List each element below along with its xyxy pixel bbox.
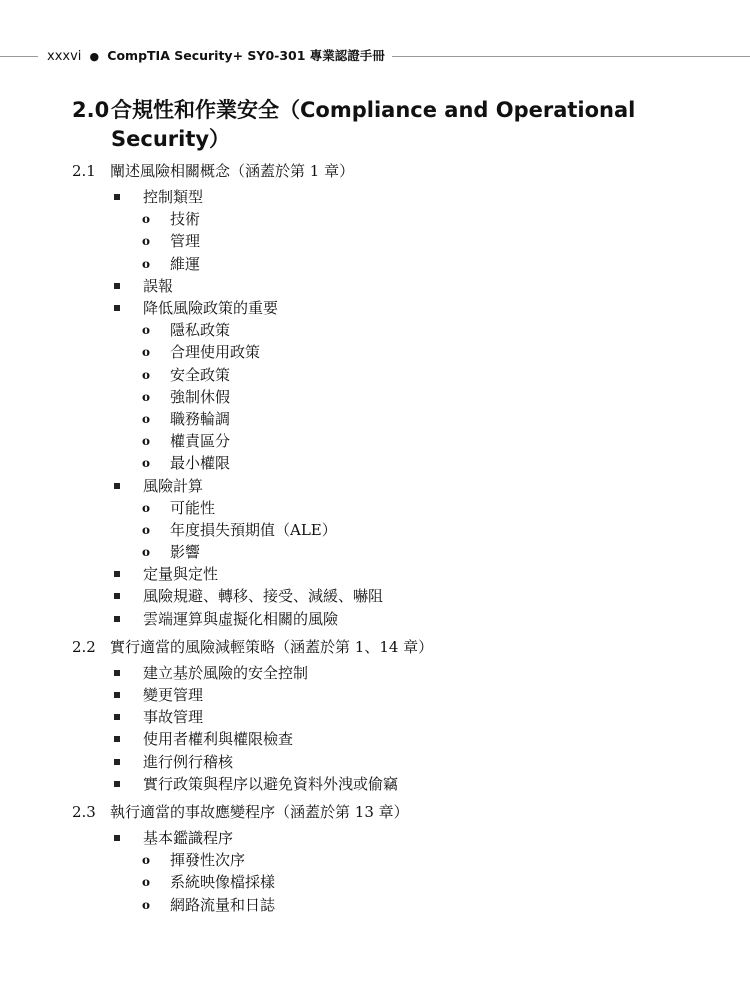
list-item-label: 降低風險政策的重要 [143,299,279,318]
circle-bullet-icon: o [142,256,151,271]
square-bullet-icon [114,736,120,742]
sub-list-item [72,386,692,408]
subsection-number: 2.2 [72,637,96,656]
list-item-label: 事故管理 [143,708,204,727]
sub-list-item-label: 隱私政策 [170,321,231,340]
list-item-label: 變更管理 [143,686,204,705]
subsection-heading [72,636,692,658]
list-item [72,773,692,795]
sub-list-item [72,871,692,893]
sub-list-item-label: 最小權限 [170,454,231,473]
circle-bullet-icon: o [142,389,151,404]
square-bullet-icon [114,571,120,577]
sub-list-item-label: 權責區分 [170,432,231,451]
list-item-label: 雲端運算與虛擬化相關的風險 [143,609,339,628]
circle-bullet-icon: o [142,411,151,426]
sub-list-item-label: 管理 [170,232,201,251]
sub-list-item [72,341,692,363]
circle-bullet-icon: o [142,323,151,338]
square-bullet-icon [114,194,120,200]
square-bullet-icon [114,593,120,599]
sub-list-item [72,253,692,275]
circle-bullet-icon: o [142,345,151,360]
list-item-label: 風險規避、轉移、接受、減緩、嚇阻 [143,587,384,606]
header-bullet: ● [89,50,100,63]
list-item [72,706,692,728]
page-number: xxxvi [47,49,82,64]
sub-list-item-label: 揮發性次序 [170,851,246,870]
square-bullet-icon [114,616,120,622]
list-item-label: 進行例行稽核 [143,752,234,771]
circle-bullet-icon: o [142,456,151,471]
square-bullet-icon [114,781,120,787]
sub-list-item [72,519,692,541]
list-item [72,751,692,773]
sub-list-item [72,893,692,915]
subsection-title: 闡述風險相關概念（涵蓋於第 1 章） [110,162,355,180]
circle-bullet-icon: o [142,522,151,537]
sub-list-item [72,452,692,474]
objectives-list [72,160,692,916]
circle-bullet-icon: o [142,434,151,449]
subsection-number: 2.3 [72,802,96,821]
list-item [72,585,692,607]
square-bullet-icon [114,305,120,311]
list-item-label: 基本鑑識程序 [143,828,234,847]
sub-list-item [72,319,692,341]
square-bullet-icon [114,714,120,720]
running-header [0,44,750,68]
list-item-label: 風險計算 [143,476,204,495]
section-heading [72,96,672,154]
header-text [47,46,385,64]
sub-list-item [72,230,692,252]
square-bullet-icon [114,692,120,698]
sub-list-item-label: 職務輪調 [170,409,231,428]
circle-bullet-icon: o [142,500,151,515]
sub-list-item [72,430,692,452]
circle-bullet-icon: o [142,234,151,249]
list-item [72,297,692,319]
circle-bullet-icon: o [142,545,151,560]
list-item-label: 控制類型 [143,188,204,207]
subsection-heading [72,801,692,823]
sub-list-item-label: 合理使用政策 [170,343,261,362]
list-item [72,563,692,585]
section-number: 2.0 [72,98,110,122]
list-item-label: 誤報 [143,276,174,295]
sub-list-item-label: 網路流量和日誌 [170,895,276,914]
list-item [72,608,692,630]
list-item-label: 建立基於風險的安全控制 [143,663,309,682]
sub-list-item-label: 影響 [170,543,201,562]
section-title-line2: Security） [111,127,231,151]
list-item [72,275,692,297]
sub-list-item-label: 技術 [170,210,201,229]
book-title: CompTIA Security+ SY0-301 專業認證手冊 [107,48,385,63]
sub-list-item [72,849,692,871]
section-heading-line1 [72,96,672,125]
sub-list-item [72,364,692,386]
sub-list-item [72,497,692,519]
sub-list-item-label: 可能性 [170,498,216,517]
sub-list-item-label: 年度損失預期值（ALE） [170,520,337,539]
list-item [72,728,692,750]
sub-list-item-label: 維運 [170,254,201,273]
square-bullet-icon [114,759,120,765]
square-bullet-icon [114,283,120,289]
list-item [72,186,692,208]
square-bullet-icon [114,670,120,676]
square-bullet-icon [114,835,120,841]
list-item-label: 實行政策與程序以避免資料外洩或偷竊 [143,774,399,793]
subsection-title: 執行適當的事故應變程序（涵蓋於第 13 章） [110,802,409,821]
list-item [72,474,692,496]
list-item-label: 定量與定性 [143,565,219,584]
circle-bullet-icon: o [142,875,151,890]
sub-list-item [72,408,692,430]
header-rule-right [392,56,750,57]
subsection-title: 實行適當的風險減輕策略（涵蓋於第 1、14 章） [110,637,434,656]
circle-bullet-icon: o [142,853,151,868]
list-item [72,662,692,684]
square-bullet-icon [114,483,120,489]
sub-list-item-label: 安全政策 [170,365,231,384]
header-rule-left [0,56,38,57]
list-item [72,684,692,706]
subsection-number: 2.1 [72,162,96,180]
section-title-line1: 合規性和作業安全（Compliance and Operational [111,98,636,122]
sub-list-item [72,541,692,563]
circle-bullet-icon: o [142,212,151,227]
circle-bullet-icon: o [142,367,151,382]
sub-list-item-label: 系統映像檔採樣 [170,873,276,892]
circle-bullet-icon: o [142,897,151,912]
list-item-label: 使用者權利與權限檢查 [143,730,294,749]
sub-list-item [72,208,692,230]
sub-list-item-label: 強制休假 [170,387,231,406]
list-item [72,827,692,849]
subsection-heading [72,160,692,182]
